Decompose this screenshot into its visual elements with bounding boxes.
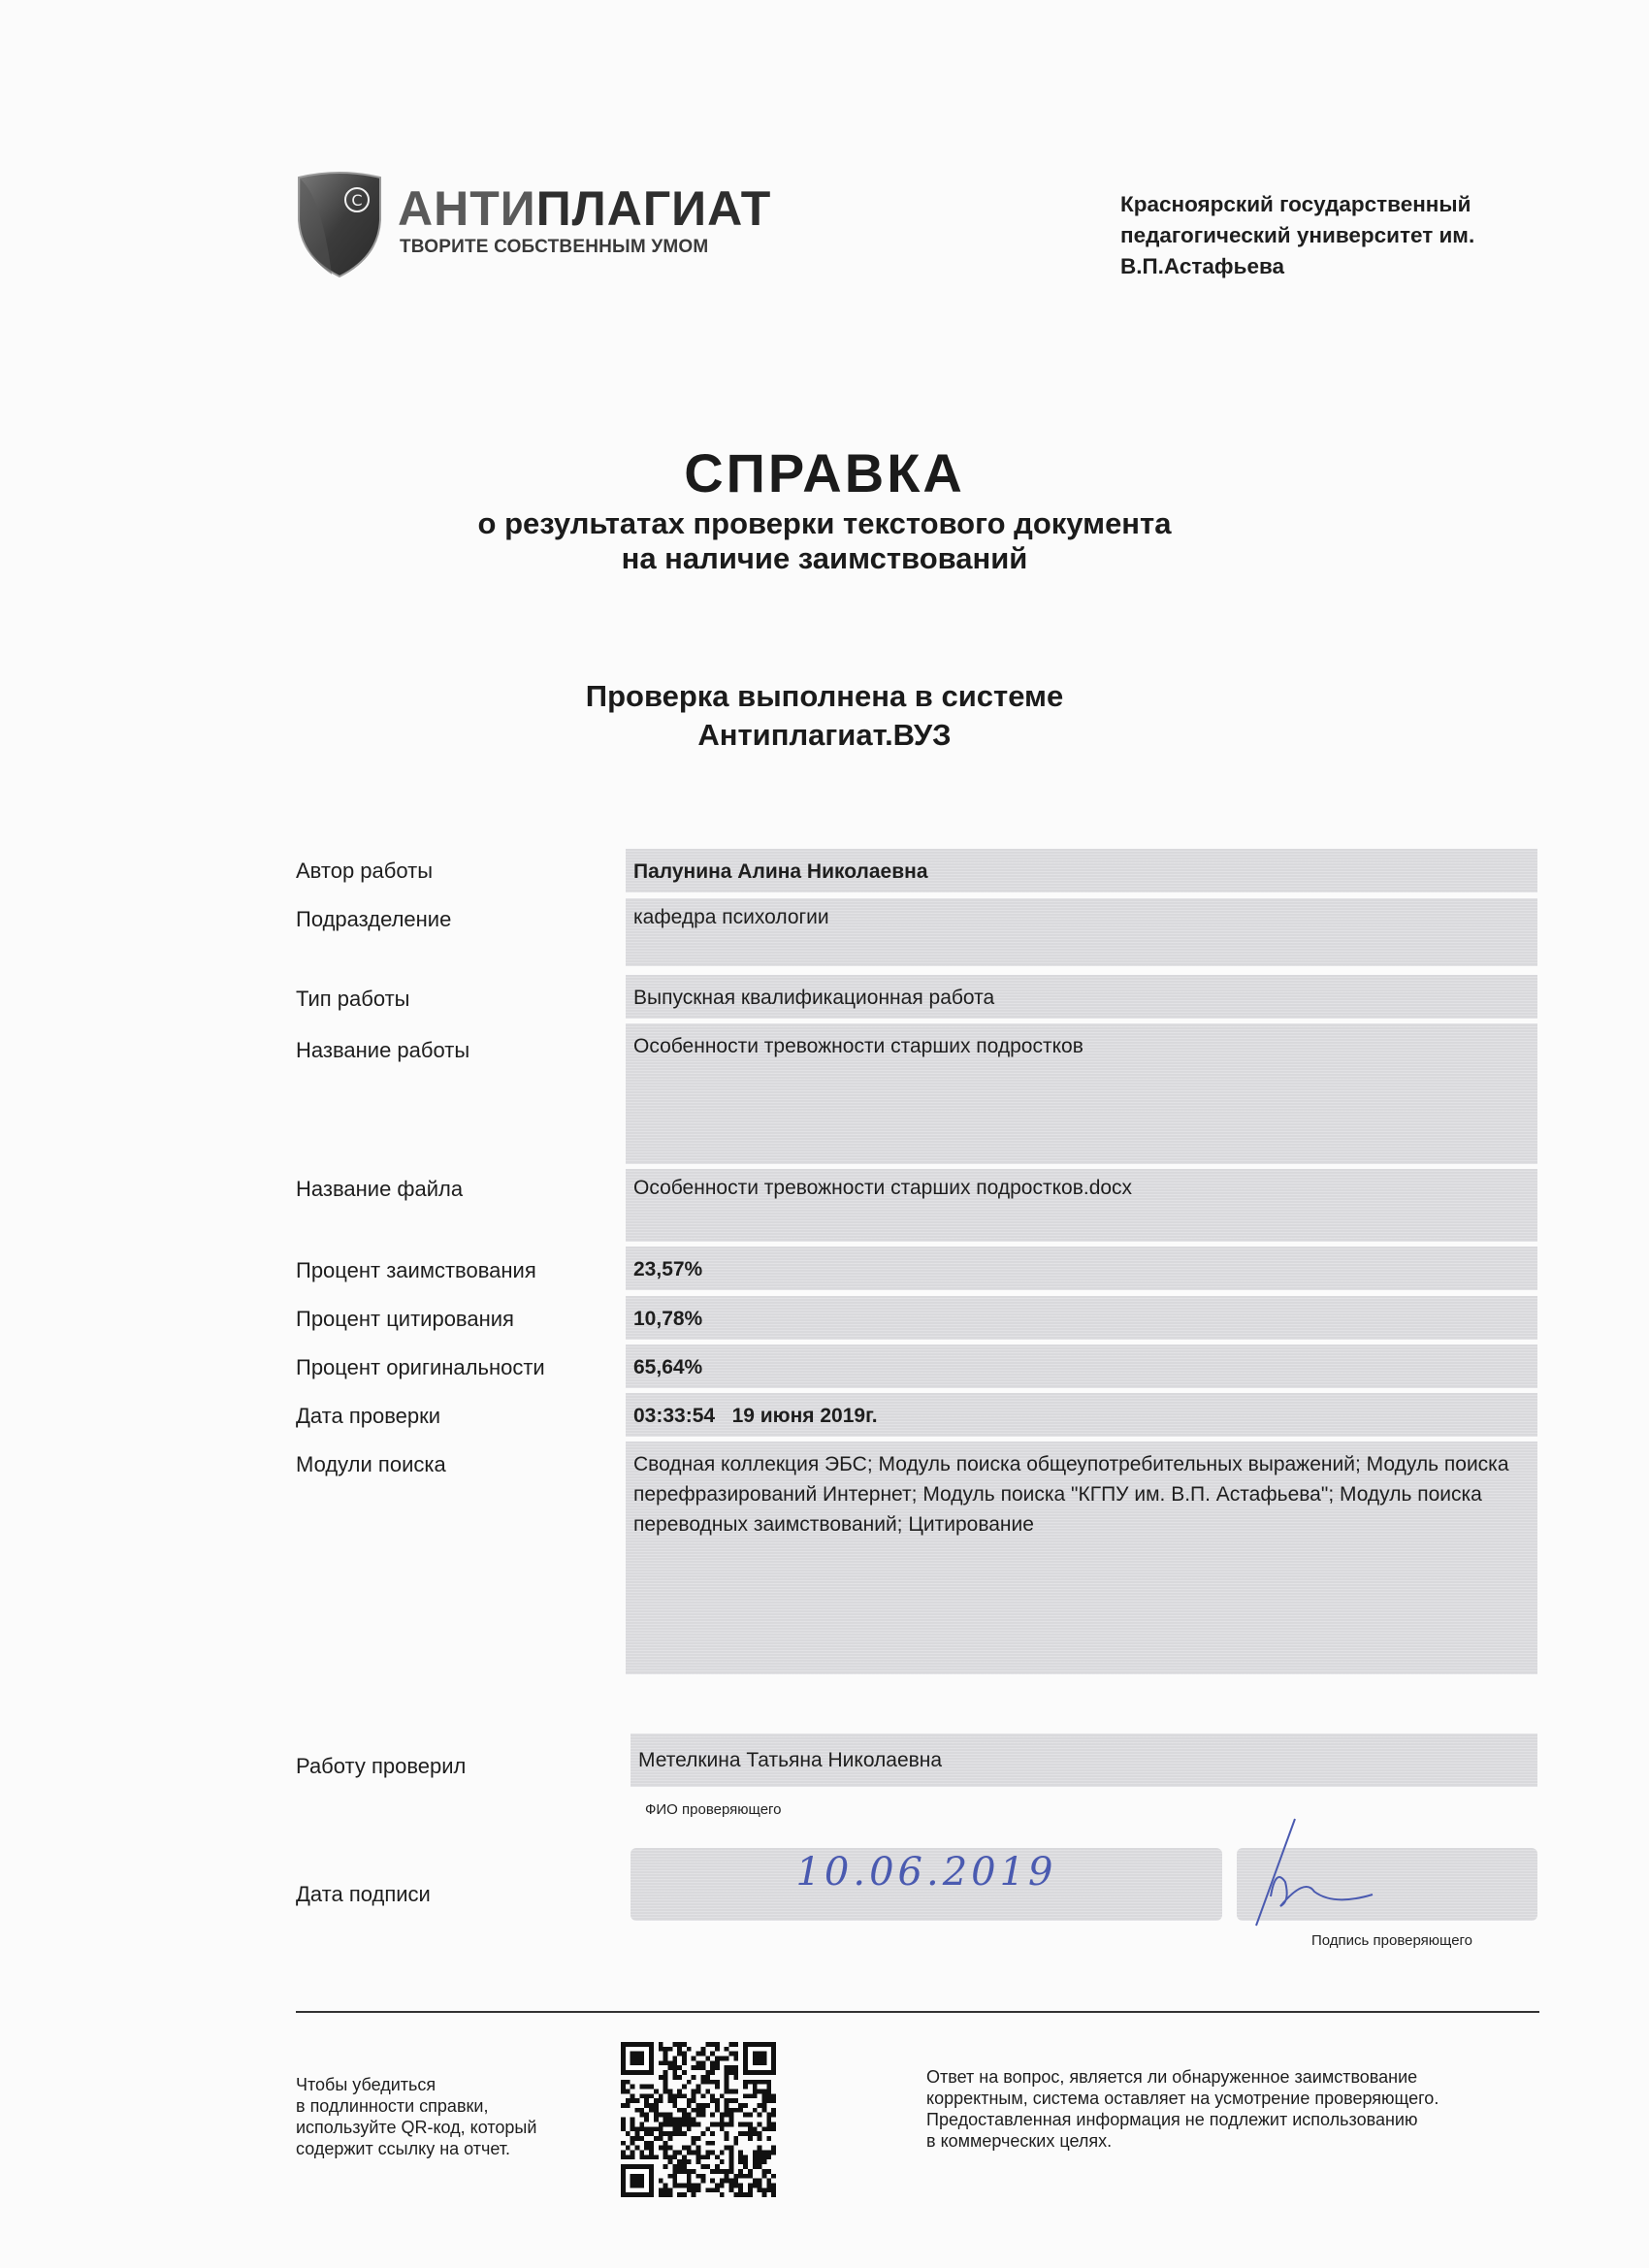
checked-by-label: Работу проверил [296, 1754, 467, 1778]
qr-note-line: Чтобы убедиться [296, 2075, 436, 2094]
brand-suffix: ПЛАГИАТ [535, 181, 772, 236]
qr-note-line: содержит ссылку на отчет. [296, 2139, 511, 2158]
handwritten-signature-icon [1217, 1809, 1411, 1935]
department-label: Подразделение [296, 907, 452, 931]
originality-percent-label: Процент оригинальности [296, 1355, 545, 1379]
sign-date-box [630, 1848, 1222, 1921]
work-type-label: Тип работы [296, 987, 410, 1011]
qr-note [296, 2074, 536, 2159]
disclaimer-line: корректным, система оставляет на усмотрение проверяющего. [926, 2089, 1439, 2108]
document-subtitle [0, 506, 1649, 576]
footer-divider [296, 2011, 1539, 2013]
check-date-value: 03:33:54 19 июня 2019г. [626, 1393, 1537, 1437]
checker-name-value: Метелкина Татьяна Николаевна [630, 1733, 1537, 1787]
originality-percent-value: 65,64% [626, 1345, 1537, 1388]
qr-code[interactable] [621, 2042, 776, 2197]
organization-name [1120, 189, 1474, 282]
search-modules-label: Модули поиска [296, 1452, 446, 1476]
brand-name [398, 181, 772, 236]
file-name-label: Название файла [296, 1177, 464, 1201]
signature-box [1237, 1848, 1537, 1921]
organization-line: В.П.Астафьева [1120, 254, 1285, 278]
borrowing-percent-value: 23,57% [626, 1247, 1537, 1290]
signature-caption: Подпись проверяющего [1311, 1932, 1473, 1949]
subtitle-line: о результатах проверки текстового документа [477, 506, 1172, 540]
work-title-label: Название работы [296, 1038, 470, 1062]
file-name-value: Особенности тревожности старших подростков.docx [626, 1169, 1537, 1242]
document-title: СПРАВКА [684, 442, 965, 503]
author-label: Автор работы [296, 859, 434, 883]
search-modules-value: Сводная коллекция ЭБС; Модуль поиска общеупотребительных выражений; Модуль поиска перефразирований Интернет; Модуль поиска "КГПУ им. В.П. Астафьева"; Модуль поиска переводных заимствований; Цитирование [626, 1442, 1537, 1674]
qr-note-line: используйте QR-код, который [296, 2118, 537, 2137]
disclaimer-line: Предоставленная информация не подлежит использованию [926, 2110, 1418, 2129]
citation-percent-label: Процент цитирования [296, 1307, 514, 1331]
organization-line: педагогический университет им. [1120, 223, 1475, 247]
sign-date-label: Дата подписи [296, 1882, 431, 1906]
svg-text:C: C [351, 191, 363, 210]
disclaimer-line: в коммерческих целях. [926, 2131, 1113, 2151]
antiplagiat-logo-shield-icon [293, 170, 386, 278]
brand-slogan: ТВОРИТЕ СОБСТВЕННЫМ УМОМ [400, 237, 709, 257]
borrowing-percent-label: Процент заимствования [296, 1258, 536, 1282]
work-type-value: Выпускная квалификационная работа [626, 975, 1537, 1019]
disclaimer-line: Ответ на вопрос, является ли обнаруженное заимствование [926, 2067, 1418, 2087]
system-line: Проверка выполнена в системе [585, 679, 1064, 713]
organization-line: Красноярский государственный [1120, 192, 1471, 216]
system-info [0, 677, 1649, 755]
subtitle-line: на наличие заимствований [621, 541, 1028, 575]
qr-note-line: в подлинности справки, [296, 2096, 489, 2116]
citation-percent-value: 10,78% [626, 1296, 1537, 1340]
checker-caption: ФИО проверяющего [645, 1801, 782, 1818]
check-date-label: Дата проверки [296, 1404, 441, 1428]
brand-prefix: АНТИ [398, 181, 536, 236]
author-value: Палунина Алина Николаевна [626, 849, 1537, 892]
department-value: кафедра психологии [626, 898, 1537, 966]
work-title-value: Особенности тревожности старших подростков [626, 1023, 1537, 1164]
sign-date-value: 10.06.2019 [795, 1850, 1057, 1895]
system-name: Антиплагиат.ВУЗ [697, 718, 952, 752]
disclaimer [926, 2066, 1439, 2152]
